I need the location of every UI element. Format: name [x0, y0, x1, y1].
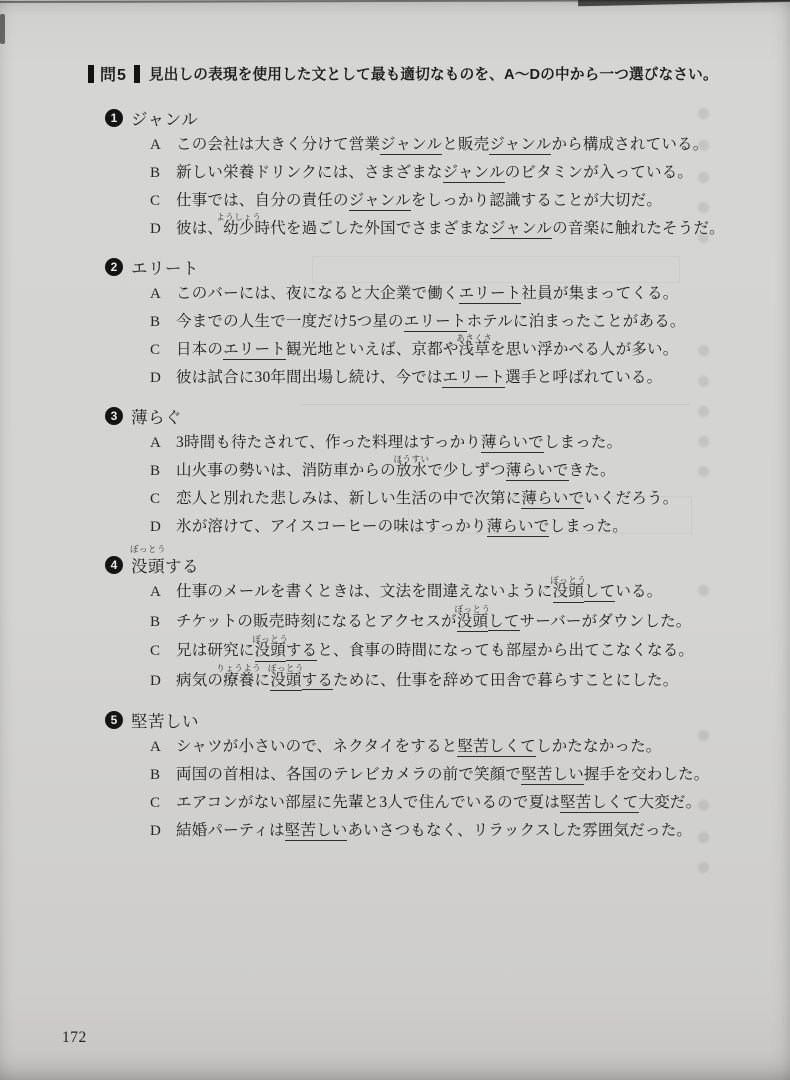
vocab-item	[88, 544, 695, 691]
vocab-item	[88, 708, 710, 840]
option-row	[150, 490, 694, 508]
text-segment: 薄らぐ	[131, 407, 182, 427]
option-row	[150, 453, 694, 480]
underlined-term: して	[488, 612, 520, 630]
option-letter: C	[150, 643, 161, 659]
text-segment: 新しい栄養ドリンクには、さまざまな	[176, 164, 443, 181]
option-sentence	[176, 663, 679, 692]
item-number-badge: 2	[105, 258, 123, 276]
item-headword	[131, 255, 199, 279]
underlined-term: ジャンル	[490, 220, 553, 237]
text-segment: 彼は試合に30年間出場し続け、今では	[176, 369, 443, 386]
underlined-term: 堅苦しい	[521, 766, 584, 783]
option-letter: B	[150, 165, 161, 181]
underlined-term: ジャンル	[489, 136, 552, 153]
page-content	[88, 62, 725, 857]
furigana: ぼっとう	[454, 604, 491, 614]
furigana: あさくさ	[456, 332, 493, 343]
text-segment: 仕事では、自分の責任の	[176, 192, 349, 209]
option-sentence	[176, 332, 679, 359]
underlined-term: 堅苦しい	[284, 822, 348, 839]
item-heading	[105, 708, 694, 731]
bleed-artifact	[698, 862, 709, 873]
furigana: ぼっとう	[550, 574, 587, 585]
text-segment: いくだろう。	[584, 490, 679, 507]
option-sentence	[176, 794, 701, 812]
bleed-artifact	[698, 345, 709, 356]
option-list	[150, 434, 694, 536]
bleed-artifact	[698, 466, 709, 477]
furigana: りょうよう	[216, 663, 262, 673]
option-sentence	[176, 738, 662, 756]
text-segment: ほうすい 放水	[393, 453, 430, 479]
option-letter: D	[150, 823, 161, 839]
text-segment: 病気の	[176, 671, 224, 689]
furigana: ぼっとう	[267, 663, 304, 673]
text-segment: を思い浮かべる人が多い。	[490, 341, 679, 358]
underlined-term: ジャンル	[348, 192, 411, 209]
item-heading	[105, 544, 694, 576]
option-row	[150, 518, 694, 536]
text-segment: 観光地といえば、京都や	[285, 341, 459, 358]
item-number-badge: 3	[105, 407, 123, 425]
underlined-term: 薄らいで	[486, 518, 550, 535]
header-bar-left	[88, 65, 94, 83]
text-segment: をしっかり認識することが大切だ。	[410, 192, 663, 209]
item-headword	[131, 708, 199, 732]
text-segment: 結婚パーティは	[176, 822, 285, 839]
option-sentence	[176, 313, 686, 331]
option-row	[150, 332, 694, 359]
option-letter: C	[150, 342, 161, 358]
option-letter: B	[150, 613, 161, 630]
text-segment: 山火事の勢いは、消防車からの	[176, 462, 396, 479]
text-segment: いる。	[615, 583, 663, 600]
text-segment: 社員が集まってくる。	[521, 285, 679, 302]
text-segment: ようしょう 幼少	[216, 211, 262, 237]
option-letter: D	[150, 672, 161, 689]
option-row	[150, 136, 709, 154]
option-letter: A	[150, 435, 161, 451]
text-segment: あさくさ 浅草	[456, 332, 493, 358]
furigana: ようしょう	[216, 211, 262, 222]
text-segment: 選手と呼ばれている。	[505, 369, 663, 386]
option-row	[150, 604, 694, 633]
bleed-artifact	[698, 406, 709, 417]
option-letter: A	[150, 137, 161, 153]
option-row	[150, 766, 710, 784]
exercise-items	[88, 106, 725, 840]
text-segment: と販売	[442, 136, 490, 153]
underlined-term: エリート	[223, 341, 286, 358]
text-segment: 日本の	[176, 341, 224, 358]
option-row	[150, 369, 694, 387]
text-segment: 堅苦しい	[131, 711, 199, 731]
option-row	[150, 313, 694, 331]
text-segment: エリート	[131, 258, 199, 278]
underlined-term: 堅苦しくて	[559, 794, 639, 811]
text-segment: に	[254, 671, 271, 689]
option-letter: D	[150, 221, 161, 237]
text-segment: 恋人と別れた悲しみは、新しい生活の中で次第に	[176, 490, 522, 507]
text-segment: する	[165, 556, 199, 576]
bleed-artifact	[698, 172, 709, 183]
bleed-artifact	[698, 202, 709, 213]
scan-edge-corner	[578, 0, 790, 6]
text-segment: ぼっとう 没頭	[129, 544, 167, 576]
option-sentence	[176, 285, 678, 303]
option-letter: A	[150, 739, 161, 755]
underlined-term: ぼっとう 没頭	[270, 672, 301, 692]
text-segment: ために、仕事を辞めて田舎で暮らすことにした。	[333, 671, 679, 689]
item-heading	[105, 106, 694, 129]
furigana: ほうすい	[393, 453, 430, 464]
item-number-badge: 1	[105, 109, 123, 127]
text-segment: 彼は、	[176, 220, 224, 237]
option-row	[150, 285, 694, 303]
question-instruction: 見出しの表現を使用した文として最も適切なものを、A～Dの中から一つ選びなさい。	[148, 67, 718, 83]
text-segment: しまった。	[549, 518, 628, 535]
option-row	[150, 738, 694, 756]
option-row	[150, 633, 695, 662]
option-sentence	[176, 453, 616, 480]
underlined-term: する	[301, 671, 334, 689]
option-row	[150, 794, 702, 812]
text-segment: このバーには、夜になると大企業で働く	[176, 285, 459, 302]
bleed-artifact	[698, 376, 709, 387]
option-row	[150, 211, 725, 238]
header-bar-right	[134, 65, 140, 83]
option-list	[150, 738, 710, 840]
vocab-item	[88, 404, 694, 536]
text-segment: 大変だ。	[638, 794, 702, 811]
item-heading	[105, 255, 694, 278]
option-row	[150, 192, 694, 210]
option-list	[150, 285, 694, 387]
underlined-term: 薄らいで	[481, 434, 544, 451]
bleed-artifact	[698, 108, 709, 119]
underlined-term: エリート	[458, 285, 522, 302]
text-segment: きた。	[568, 462, 616, 479]
question-header	[88, 62, 718, 85]
text-segment: エアコンがない部屋に先輩と3人で住んでいるので夏は	[176, 794, 560, 811]
underlined-term: 薄らいで	[521, 490, 585, 507]
option-sentence	[176, 574, 663, 603]
underlined-term: 薄らいで	[505, 462, 569, 479]
text-segment: 時代を過ごした外国でさまざまな	[254, 220, 491, 237]
option-letter: A	[150, 286, 161, 302]
underlined-term: ジャンル	[442, 164, 505, 181]
option-row	[150, 164, 694, 182]
option-row	[150, 822, 694, 840]
text-segment: の音楽に触れたそうだ。	[552, 220, 725, 237]
option-row	[150, 574, 694, 603]
text-segment: と、食事の時間になっても部屋から出てこなくなる。	[317, 642, 695, 659]
underlined-term: ぼっとう 没頭	[553, 583, 584, 603]
option-letter: B	[150, 463, 161, 479]
option-list	[150, 574, 695, 691]
text-segment: 3時間も待たされて、作った料理はすっかり	[176, 434, 482, 451]
text-segment: 今までの人生で一度だけ5つ星の	[176, 313, 404, 330]
text-segment: から構成されている。	[551, 136, 709, 153]
option-sentence	[176, 211, 725, 238]
vocab-item	[88, 106, 725, 238]
text-segment: しかたなかった。	[535, 738, 662, 755]
item-headword	[131, 106, 198, 130]
option-letter: C	[150, 491, 161, 507]
underlined-term: エリート	[442, 369, 506, 386]
text-segment: 握手を交わした。	[583, 766, 710, 783]
bleed-artifact	[698, 730, 709, 741]
underlined-term: 堅苦しくて	[457, 738, 536, 755]
item-headword	[129, 544, 199, 577]
scan-edge-mark	[0, 14, 5, 44]
option-letter: D	[150, 519, 161, 535]
text-segment: 仕事のメールを書くときは、文法を間違えないように	[176, 583, 553, 600]
option-list	[150, 136, 725, 238]
underlined-term: ジャンル	[380, 136, 443, 153]
text-segment: この会社は大きく分けて営業	[176, 136, 381, 153]
text-segment: りょうよう 療養	[216, 663, 262, 689]
item-number-badge: 4	[105, 556, 123, 574]
underlined-term: エリート	[403, 313, 467, 330]
page-number: 172	[62, 1029, 87, 1046]
text-segment: しまった。	[543, 434, 623, 451]
option-sentence	[176, 766, 710, 784]
option-sentence	[176, 490, 678, 508]
vocab-item	[88, 255, 694, 387]
bleed-artifact	[698, 832, 709, 843]
text-segment: で少しずつ	[427, 462, 506, 479]
text-segment: 氷が溶けて、アイスコーヒーの味はすっかり	[176, 518, 487, 535]
option-letter: A	[150, 584, 161, 600]
option-row	[150, 663, 694, 692]
furigana: ぼっとう	[252, 633, 289, 644]
option-sentence	[176, 822, 692, 840]
text-segment: 両国の首相は、各国のテレビカメラの前で笑顔で	[176, 766, 522, 783]
item-headword	[131, 404, 182, 428]
option-sentence	[176, 518, 628, 536]
text-segment: ジャンル	[131, 109, 199, 129]
option-row	[150, 434, 694, 452]
option-sentence	[176, 164, 693, 182]
underlined-term: して	[583, 583, 616, 600]
option-letter: B	[150, 314, 161, 330]
option-sentence	[176, 434, 622, 452]
option-sentence	[176, 633, 695, 662]
option-sentence	[176, 604, 692, 633]
underlined-term: する	[285, 642, 318, 659]
option-sentence	[176, 136, 708, 154]
underlined-term: ぼっとう 没頭	[255, 642, 286, 662]
option-letter: D	[150, 370, 161, 386]
option-sentence	[176, 192, 662, 210]
bleed-artifact	[698, 436, 709, 447]
item-heading	[105, 404, 694, 427]
text-segment: のビタミンが入っている。	[504, 164, 694, 181]
question-number-label: 問5	[100, 67, 127, 84]
underlined-term: ぼっとう 没頭	[457, 613, 488, 633]
text-segment: シャツが小さいので、ネクタイをすると	[176, 738, 458, 755]
option-letter: B	[150, 767, 161, 783]
bleed-artifact	[698, 585, 709, 596]
option-letter: C	[150, 193, 161, 209]
option-sentence	[176, 369, 662, 387]
text-segment: チケットの販売時刻になるとアクセスが	[176, 612, 457, 630]
text-segment: サーバーがダウンした。	[519, 612, 692, 630]
text-segment: ホテルに泊まったことがある。	[466, 313, 686, 330]
item-number-badge: 5	[105, 711, 123, 729]
option-letter: C	[150, 795, 161, 811]
furigana: ぼっとう	[129, 544, 167, 554]
text-segment: 兄は研究に	[176, 642, 255, 659]
text-segment: あいさつもなく、リラックスした雰囲気だった。	[347, 822, 693, 839]
